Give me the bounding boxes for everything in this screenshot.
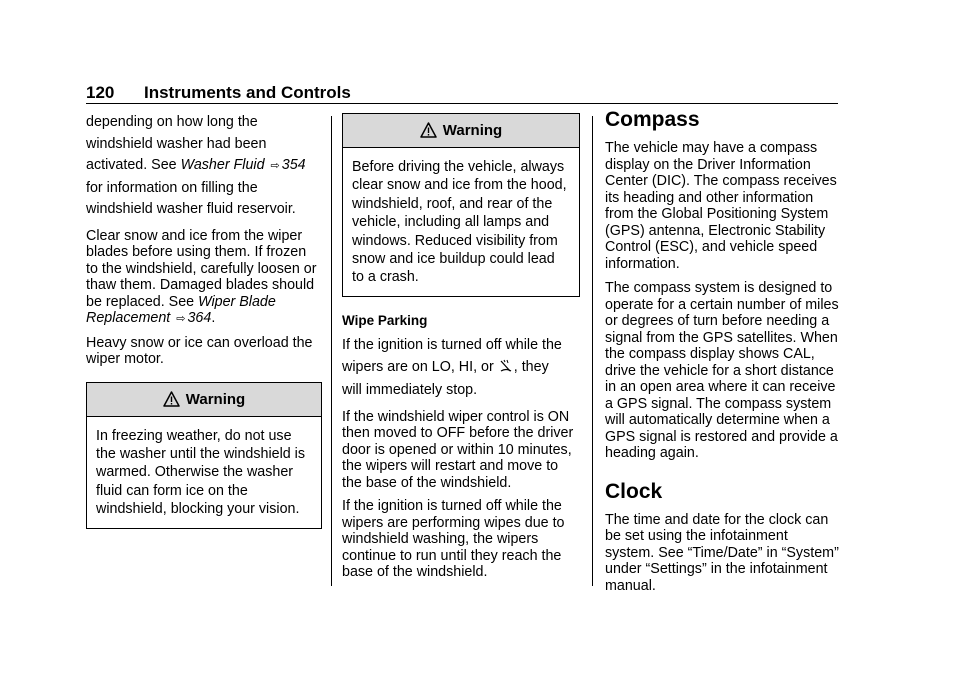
warning-triangle-icon [163, 386, 180, 419]
body-paragraph: The vehicle may have a compass display on the Driver Information Center (DIC). The compass receives its heading and other information from the Global Positioning System (GPS) antenna, Electronic Stability Control (ESC), and vehicle speed information. [605, 140, 837, 272]
body-line: If the ignition is turned off while the [342, 337, 562, 354]
xref-washer-fluid[interactable]: Washer Fluid [180, 157, 265, 173]
heading-compass: Compass [605, 108, 700, 131]
body-text: activated. See [86, 157, 181, 173]
column-divider [592, 116, 593, 586]
wiper-mist-icon [499, 359, 513, 381]
body-paragraph: The compass system is designed to operate for a certain number of miles or degrees of turn before needing a signal from the GPS satellites. When the compass display shows CAL, drive the vehicle for a short distance in an open area where it can receive a GPS signal. The compass system will automatically determine when a GPS signal is restored and provide a heading again. [605, 280, 839, 461]
body-line: windshield washer had been [86, 135, 267, 152]
xref-wiper-blade-replacement[interactable]: Wiper Blade Replacement [86, 293, 276, 326]
heading-clock: Clock [605, 479, 663, 503]
column-divider [331, 116, 332, 586]
body-line [86, 155, 322, 178]
section-title: Instruments and Controls [144, 83, 351, 102]
warning-body [343, 148, 579, 296]
warning-text: Before driving the vehicle, always clear snow and ice from the hood, windshield, roof, and rear of the vehicle, including all lamps and windows. Reduced visibility from snow and ice buildup could lead to a crash. [352, 159, 567, 286]
xref-page-number[interactable]: 364 [187, 310, 212, 326]
page-reference-arrow-icon: ⇨ [270, 160, 280, 172]
body-text: Clear snow and ice from the wiper blades before using them. If frozen to the windshield, carefully loosen or thaw them. Damaged blades should be replaced. See [86, 227, 317, 310]
body-line: depending on how long the [86, 114, 258, 130]
column-middle [342, 113, 580, 588]
page-header [86, 83, 838, 105]
body-text: , they [513, 358, 549, 375]
body-paragraph: If the ignition is turned off while the wipers are performing wipes due to windshield washing, the wipers continue to run until they reach the base of the windshield. [342, 498, 565, 581]
page-reference-arrow-icon: ⇨ [176, 313, 186, 325]
page-number: 120 [86, 83, 115, 102]
warning-title: Warning [185, 390, 246, 408]
body-paragraph: If the windshield wiper control is ON then moved to OFF before the driver door is opened or within 10 minutes, the wipers will restart and move to the base of the windshield. [342, 408, 574, 491]
body-paragraph: Heavy snow or ice can overload the wiper motor. [86, 334, 313, 367]
body-paragraph [86, 228, 322, 328]
body-line [342, 357, 580, 381]
warning-triangle-icon [420, 117, 437, 150]
header-rule [86, 103, 838, 104]
subheading-wipe-parking: Wipe Parking [342, 312, 428, 328]
warning-box [342, 113, 580, 297]
warning-text: In freezing weather, do not use the washer until the windshield is warmed. Otherwise the washer fluid can form ice on the windshield, blocking your vision. [96, 427, 306, 518]
xref-page-number[interactable]: 354 [281, 157, 306, 173]
body-line: will immediately stop. [342, 382, 478, 399]
body-line: windshield washer fluid reservoir. [86, 201, 296, 217]
body-paragraph: The time and date for the clock can be set using the infotainment system. See “Time/Date” in “System” under “Settings” in the infotainment manual. [605, 511, 839, 594]
body-text: wipers are on LO, HI, or [342, 358, 498, 375]
warning-box [86, 382, 322, 529]
body-text: . [211, 310, 216, 326]
warning-title: Warning [442, 122, 503, 139]
warning-header [87, 383, 321, 417]
body-line: for information on filling the [86, 179, 258, 196]
column-right [605, 108, 839, 601]
warning-body [87, 417, 321, 528]
column-left [86, 112, 322, 529]
warning-header [343, 114, 579, 148]
